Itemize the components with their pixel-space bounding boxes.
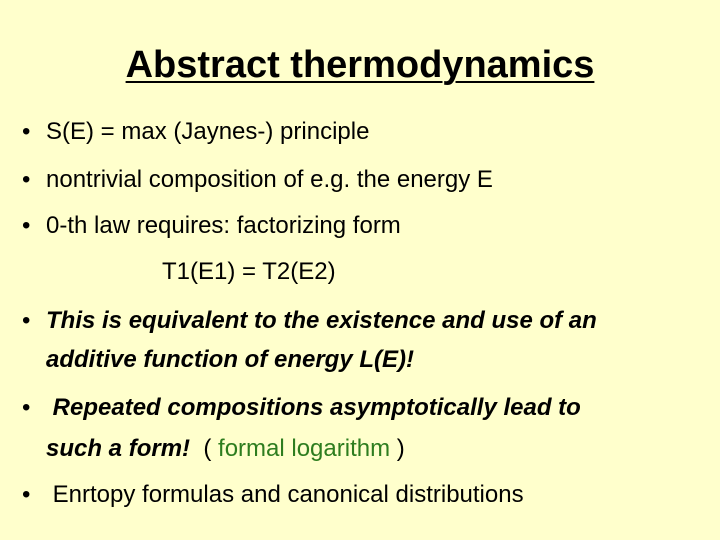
paren-close: ) — [390, 435, 405, 462]
bullet-icon: • — [22, 166, 31, 193]
bullet-text: S(E) = max (Jaynes-) principle — [46, 118, 370, 145]
bullet-text-line-1: This is equivalent to the existence and use of an — [46, 307, 597, 334]
bullet-text-line-2 — [46, 430, 405, 468]
bullet-icon: • — [22, 118, 31, 145]
bullet-icon: • — [22, 481, 31, 508]
bullet-text-line-1: Repeated compositions asymptotically lead to — [46, 394, 581, 421]
equation: T1(E1) = T2(E2) — [162, 258, 336, 285]
formal-logarithm-text: formal logarithm — [218, 435, 391, 462]
slide-title: Abstract thermodynamics — [125, 44, 595, 86]
bold-phrase: such a form! — [46, 435, 191, 462]
bullet-icon: • — [22, 394, 31, 421]
bullet-icon: • — [22, 307, 31, 334]
bullet-text: 0-th law requires: factorizing form — [46, 212, 401, 239]
bullet-text-line-2: additive function of energy L(E)! — [46, 346, 415, 373]
paren-open: ( — [190, 435, 219, 462]
bullet-text: nontrivial composition of e.g. the energy E — [46, 166, 493, 193]
bullet-icon: • — [22, 212, 31, 239]
bullet-text: Enrtopy formulas and canonical distributions — [46, 481, 524, 508]
